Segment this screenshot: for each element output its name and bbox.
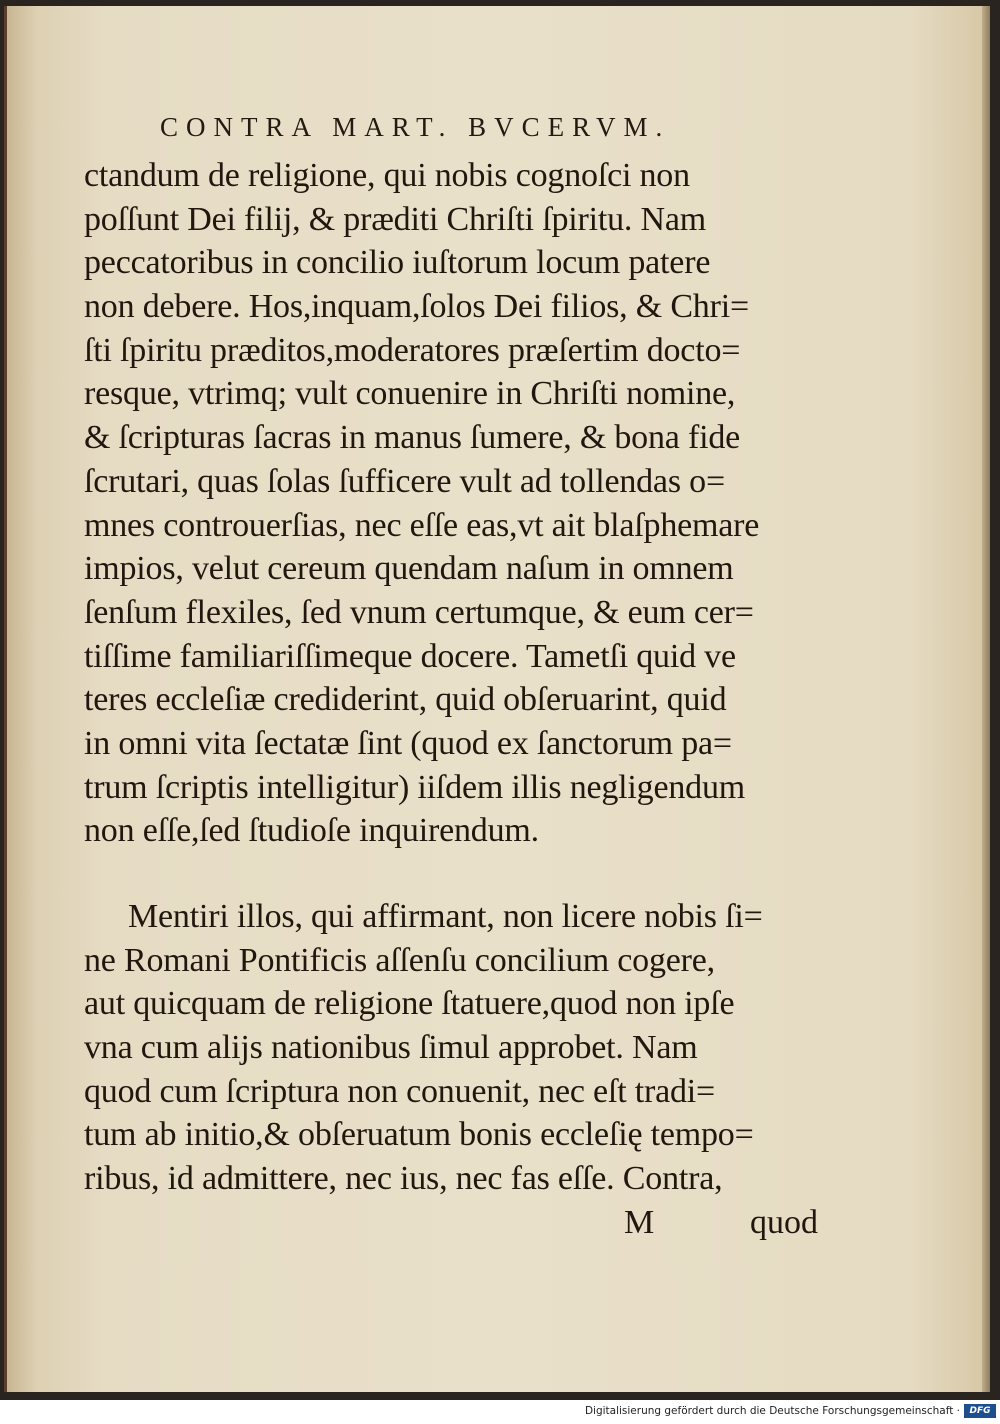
text-line: Mentiri illos, qui affirmant, non licere nobis ſi= [128, 898, 763, 935]
text-line: tiſſime familiariſſimeque docere. Tametſi quid ve [84, 637, 736, 675]
text-line: ſcrutari, quas ſolas ſufficere vult ad tollendas o= [84, 462, 725, 500]
running-head: CONTRA MART. BVCERVM. [160, 112, 671, 142]
text-line: vna cum alijs nationibus ſimul approbet. Nam [84, 1029, 698, 1067]
text-line: non eſſe,ſed ſtudioſe inquirendum. [84, 812, 539, 850]
funding-credit: Digitalisierung gefördert durch die Deutsche Forschungsgemeinschaft · [584, 1405, 960, 1417]
text-line: peccatoribus in concilio iuſtorum locum patere [84, 244, 711, 282]
text-line: ſenſum flexiles, ſed vnum certumque, & eum cer= [84, 593, 754, 631]
paragraph-2 [84, 895, 844, 1201]
paragraph-gap [84, 853, 844, 895]
text-line: & ſcripturas ſacras in manus ſumere, & bona fide [84, 419, 741, 457]
digitization-footer [0, 1400, 1000, 1424]
text-line: ctandum de religione, qui nobis cognoſci non [84, 157, 690, 194]
text-line: mnes controuerſias, nec eſſe eas,vt ait blaſphemare [84, 506, 760, 544]
text-line: in omni vita ſectatæ ſint (quod ex ſanctorum pa= [84, 724, 732, 762]
page-edge [982, 6, 990, 1392]
text-line: ne Romani Pontificis aſſenſu concilium cogere, [84, 941, 715, 979]
text-line: non debere. Hos,inquam,ſolos Dei filios, & Chri= [84, 288, 749, 326]
text-line: quod cum ſcriptura non conuenit, nec eſt tradi= [84, 1072, 716, 1110]
dfg-logo-icon: DFG [964, 1404, 996, 1418]
text-block [84, 154, 844, 1245]
text-line: resque, vtrimq; vult conuenire in Chriſti nomine, [84, 375, 736, 413]
signature-mark: M [624, 1203, 655, 1241]
text-line: trum ſcriptis intelligitur) iiſdem illis negligendum [84, 768, 746, 806]
text-line: tum ab initio,& obſeruatum bonis eccleſię tempo= [84, 1116, 754, 1154]
text-line: poſſunt Dei filij, & præditi Chriſti ſpiritu. Nam [84, 200, 707, 238]
text-line: teres eccleſiæ crediderint, quid obſeruarint, quid [84, 681, 727, 719]
catchword: quod [750, 1203, 818, 1241]
paragraph-1 [84, 154, 844, 853]
text-line: aut quicquam de religione ſtatuere,quod non ipſe [84, 985, 735, 1023]
text-line: impios, velut cereum quendam naſum in omnem [84, 550, 734, 588]
text-line: ſti ſpiritu præditos,moderatores præſertim docto= [84, 331, 741, 369]
page-foot [84, 1201, 844, 1245]
text-line: ribus, id admittere, nec ius, nec fas eſſe. Contra, [84, 1160, 723, 1198]
